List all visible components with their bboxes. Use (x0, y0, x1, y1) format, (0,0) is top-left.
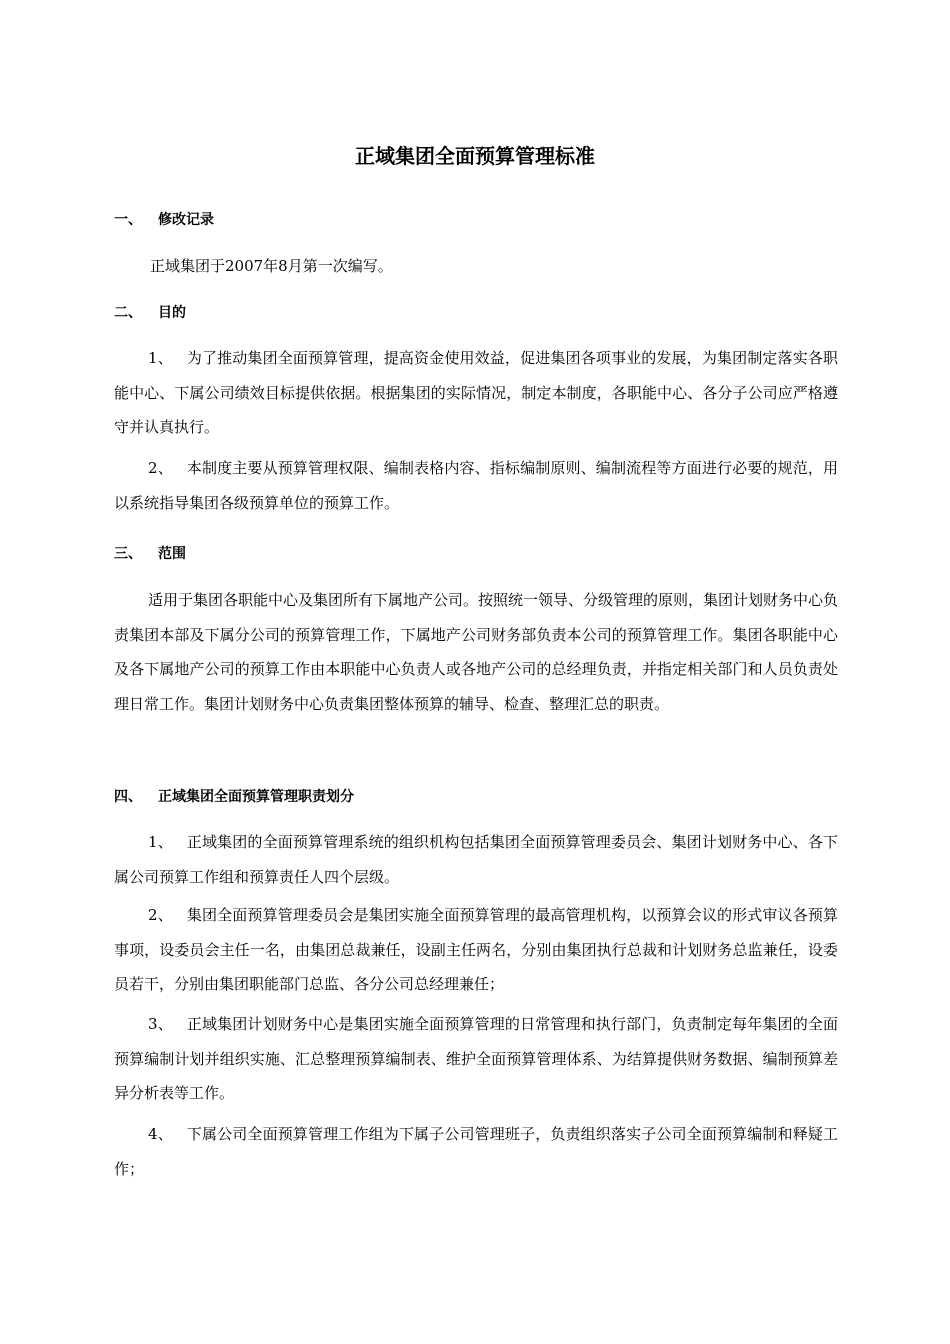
section-heading-1 (114, 210, 214, 230)
scope-paragraph: 适用于集团各职能中心及集团所有下属地产公司。按照统一领导、分级管理的原则，集团计划财务中心负责集团本部及下属分公司的预算管理工作，下属地产公司财务部负责本公司的预算管理工作。集团各职能中心及各下属地产公司的预算工作由本职能中心负责人或各地产公司的总经理负责，并指定相关部门和人员负责处理日常工作。集团计划财务中心负责集团整体预算的辅导、检查、整理汇总的职责。 (114, 591, 839, 713)
section-number: 三、 (114, 546, 142, 562)
paragraph-text: 本制度主要从预算管理权限、编制表格内容、指标编制原则、编制流程等方面进行必要的规范，用以系统指导集团各级预算单位的预算工作。 (114, 459, 838, 512)
section-title: 修改记录 (158, 212, 214, 228)
section-title: 正域集团全面预算管理职责划分 (158, 789, 354, 805)
revision-record-text: 正域集团于2007年8月第一次编写。 (150, 257, 393, 275)
paragraph-number: 2、 (148, 459, 173, 477)
section-title: 目的 (158, 305, 186, 321)
paragraph-text: 为了推动集团全面预算管理，提高资金使用效益，促进集团各项事业的发展，为集团制定落实各职能中心、下属公司绩效目标提供依据。根据集团的实际情况，制定本制度，各职能中心、各分子公司应严格遵守并认真执行。 (114, 349, 838, 436)
responsibility-paragraph-2 (114, 898, 838, 1002)
paragraph-number: 4、 (148, 1125, 173, 1143)
paragraph-text: 正域集团计划财务中心是集团实施全面预算管理的日常管理和执行部门，负责制定每年集团的全面预算编制计划并组织实施、汇总整理预算编制表、维护全面预算管理体系、为结算提供财务数据、编制预算差异分析表等工作。 (114, 1015, 838, 1102)
section-heading-2 (114, 303, 186, 323)
document-title: 正域集团全面预算管理标准 (355, 144, 595, 168)
section-number: 四、 (114, 789, 142, 805)
section-heading-4 (114, 787, 354, 807)
purpose-paragraph-1 (114, 341, 838, 445)
paragraph-text: 集团全面预算管理委员会是集团实施全面预算管理的最高管理机构，以预算会议的形式审议各预算事项，设委员会主任一名，由集团总裁兼任，设副主任两名，分别由集团执行总裁和计划财务总监兼任，设委员若干，分别由集团职能部门总监、各分公司总经理兼任； (114, 906, 838, 993)
purpose-paragraph-2 (114, 451, 838, 520)
responsibility-paragraph-1 (114, 825, 838, 894)
paragraph-number: 2、 (148, 906, 173, 924)
section-number: 一、 (114, 212, 142, 228)
responsibility-paragraph-4 (114, 1117, 838, 1186)
paragraph-text: 下属公司全面预算管理工作组为下属子公司管理班子，负责组织落实子公司全面预算编制和释疑工作； (114, 1125, 838, 1178)
responsibility-paragraph-3 (114, 1007, 838, 1111)
paragraph-number: 1、 (148, 349, 173, 367)
section-heading-3 (114, 544, 186, 564)
section-number: 二、 (114, 305, 142, 321)
paragraph-number: 1、 (148, 833, 173, 851)
paragraph-text: 正域集团的全面预算管理系统的组织机构包括集团全面预算管理委员会、集团计划财务中心、各下属公司预算工作组和预算责任人四个层级。 (114, 833, 838, 886)
section-title: 范围 (158, 546, 186, 562)
paragraph-number: 3、 (148, 1015, 173, 1033)
